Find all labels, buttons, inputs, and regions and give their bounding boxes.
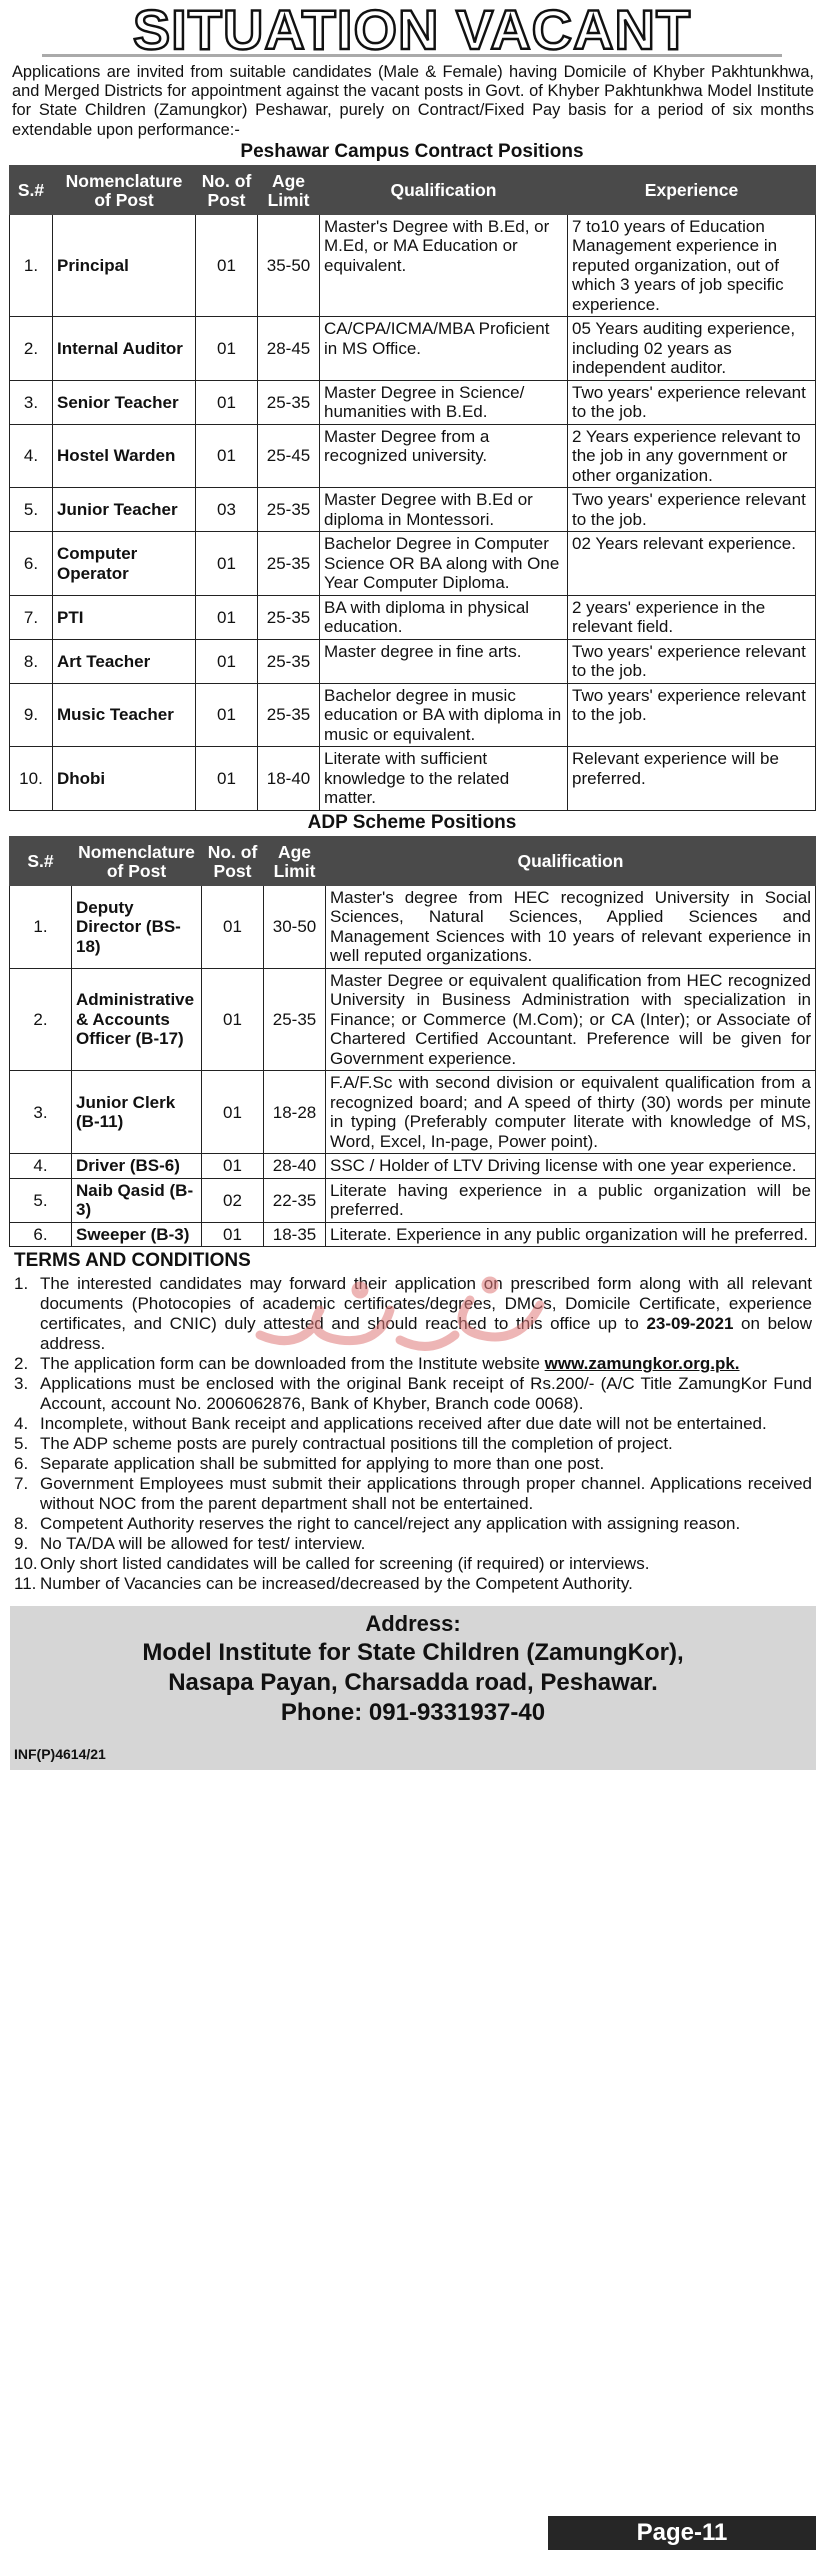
term-text-part: Only short listed candidates will be called for screening (if required) or interviews. (40, 1554, 650, 1574)
post-name-cell: Junior Clerk (B-11) (72, 1071, 202, 1154)
table-row (10, 214, 816, 317)
term-item (14, 1434, 812, 1454)
term-item (14, 1414, 812, 1434)
address-phone: Phone: 091-9331937-40 (280, 1699, 546, 1727)
post-count-cell: 01 (202, 1071, 264, 1154)
term-text-part: Competent Authority reserves the right to cancel/reject any application with assigning reason. (40, 1514, 741, 1534)
post-count-cell: 01 (196, 595, 258, 639)
term-item (14, 1274, 812, 1354)
post-count-cell: 01 (196, 747, 258, 811)
post-name-cell: Senior Teacher (53, 380, 196, 424)
deadline-date: 23-09-2021 (646, 1314, 734, 1334)
term-text-part: The application form can be downloaded from the Institute website (40, 1354, 545, 1374)
header-qualification: Qualification (320, 165, 568, 214)
experience-cell: Two years' experience relevant to the job. (568, 488, 816, 532)
table-row (10, 424, 816, 488)
qualification-cell: SSC / Holder of LTV Driving license with one year experience. (326, 1154, 816, 1179)
serial-cell: 3. (10, 1071, 72, 1154)
experience-cell: Two years' experience relevant to the job. (568, 639, 816, 683)
qualification-cell: Master Degree with B.Ed or diploma in Montessori. (320, 488, 568, 532)
age-limit-cell: 28-40 (264, 1154, 326, 1179)
post-name-cell: Administrative & Accounts Officer (B-17) (72, 968, 202, 1071)
serial-cell: 4. (10, 424, 53, 488)
advertisement-page (6, 0, 818, 1770)
header-age: Age Limit (258, 165, 320, 214)
header-post: Nomenclature of Post (53, 165, 196, 214)
header-qualification: Qualification (326, 836, 816, 885)
post-name-cell: Sweeper (B-3) (72, 1222, 202, 1247)
header-age: Age Limit (264, 836, 326, 885)
age-limit-cell: 25-35 (258, 639, 320, 683)
post-count-cell: 01 (196, 683, 258, 747)
table-row (10, 639, 816, 683)
term-number: 7. (14, 1474, 29, 1494)
term-text-part: The ADP scheme posts are purely contractual positions till the completion of project. (40, 1434, 673, 1454)
term-number: 3. (14, 1374, 29, 1394)
table-row (10, 885, 816, 968)
experience-cell: Two years' experience relevant to the job. (568, 380, 816, 424)
address-label: Address: (365, 1611, 461, 1637)
term-item (14, 1574, 812, 1594)
term-number: 9. (14, 1534, 29, 1554)
header-post: Nomenclature of Post (72, 836, 202, 885)
term-text (40, 1474, 812, 1514)
age-limit-cell: 25-35 (258, 532, 320, 596)
experience-cell: 05 Years auditing experience, including 02 years as independent auditor. (568, 317, 816, 381)
post-count-cell: 02 (202, 1178, 264, 1222)
experience-cell: 02 Years relevant experience. (568, 532, 816, 596)
serial-cell: 8. (10, 639, 53, 683)
qualification-cell: Master Degree from a recognized university. (320, 424, 568, 488)
serial-cell: 5. (10, 488, 53, 532)
age-limit-cell: 25-35 (258, 683, 320, 747)
term-number: 10. (14, 1554, 38, 1574)
experience-cell: 2 Years experience relevant to the job in any government or other organization. (568, 424, 816, 488)
header-experience: Experience (568, 165, 816, 214)
table-header-row (10, 836, 816, 885)
term-text-part: Applications must be enclosed with the original Bank receipt of Rs.200/- (A/C Title ZamungKor Fund Account, account No. 2006062876, Bank of Khyber, Branch code 0068). (40, 1374, 812, 1414)
age-limit-cell: 25-35 (258, 488, 320, 532)
header-sn: S.# (10, 165, 53, 214)
serial-cell: 1. (10, 214, 53, 317)
post-name-cell: Art Teacher (53, 639, 196, 683)
header-count: No. of Post (196, 165, 258, 214)
address-block (10, 1606, 816, 1770)
address-line-1: Model Institute for State Children (ZamungKor), (142, 1639, 684, 1667)
table-row (10, 1071, 816, 1154)
qualification-cell: Bachelor Degree in Computer Science OR BA along with One Year Computer Diploma. (320, 532, 568, 596)
term-item (14, 1534, 812, 1554)
term-text (40, 1514, 812, 1534)
term-number: 5. (14, 1434, 29, 1454)
term-text (40, 1534, 812, 1554)
post-name-cell: PTI (53, 595, 196, 639)
post-count-cell: 03 (196, 488, 258, 532)
age-limit-cell: 22-35 (264, 1178, 326, 1222)
table-row (10, 488, 816, 532)
term-number: 6. (14, 1454, 29, 1474)
qualification-cell: Master's Degree with B.Ed, or M.Ed, or MA Education or equivalent. (320, 214, 568, 317)
age-limit-cell: 25-35 (258, 380, 320, 424)
term-text-part: on below address. (40, 1314, 813, 1354)
term-item (14, 1374, 812, 1414)
post-count-cell: 01 (202, 1154, 264, 1179)
serial-cell: 3. (10, 380, 53, 424)
table-header-row (10, 165, 816, 214)
page-number-tag: Page-11 (548, 2516, 816, 2550)
term-item (14, 1454, 812, 1474)
term-text (40, 1554, 812, 1574)
age-limit-cell: 18-35 (264, 1222, 326, 1247)
experience-cell: Two years' experience relevant to the job. (568, 683, 816, 747)
post-name-cell: Internal Auditor (53, 317, 196, 381)
table-row (10, 380, 816, 424)
experience-cell: 7 to10 years of Education Management experience in reputed organization, out of which 3 years of job specific experience. (568, 214, 816, 317)
table-row (10, 968, 816, 1071)
age-limit-cell: 18-28 (264, 1071, 326, 1154)
term-number: 1. (14, 1274, 29, 1294)
qualification-cell: Literate having experience in a public organization will be preferred. (326, 1178, 816, 1222)
term-number: 2. (14, 1354, 29, 1374)
term-number: 11. (14, 1574, 37, 1594)
term-text-part: No TA/DA will be allowed for test/ interview. (40, 1534, 366, 1554)
post-name-cell: Hostel Warden (53, 424, 196, 488)
term-text (40, 1414, 812, 1434)
age-limit-cell: 25-35 (264, 968, 326, 1071)
serial-cell: 4. (10, 1154, 72, 1179)
terms-list (14, 1274, 812, 1594)
post-count-cell: 01 (196, 317, 258, 381)
term-text (40, 1354, 812, 1374)
header-count: No. of Post (202, 836, 264, 885)
serial-cell: 1. (10, 885, 72, 968)
age-limit-cell: 30-50 (264, 885, 326, 968)
term-item (14, 1514, 812, 1534)
serial-cell: 6. (10, 1222, 72, 1247)
term-text-part: Separate application shall be submitted for applying to more than one post. (40, 1454, 605, 1474)
term-text (40, 1434, 812, 1454)
term-text (40, 1574, 812, 1594)
page-title: SITUATION VACANT (42, 0, 782, 57)
term-text-part: The interested candidates may forward their application on prescribed form along with all relevant documents (Photocopies of academic certificates/degrees, DMCs, Domicile Certificate, experience certificates, and CNIC) duly attested and should reached to this office up to (40, 1274, 812, 1334)
serial-cell: 9. (10, 683, 53, 747)
post-count-cell: 01 (196, 214, 258, 317)
term-item (14, 1474, 812, 1514)
post-name-cell: Naib Qasid (B-3) (72, 1178, 202, 1222)
age-limit-cell: 28-45 (258, 317, 320, 381)
term-text-part: Government Employees must submit their applications through proper channel. Applications received without NOC from the parent department shall not be entertained. (40, 1474, 812, 1514)
campus-positions-table (9, 165, 816, 811)
website-link[interactable]: www.zamungkor.org.pk. (544, 1354, 740, 1374)
age-limit-cell: 18-40 (258, 747, 320, 811)
post-name-cell: Music Teacher (53, 683, 196, 747)
header-sn: S.# (10, 836, 72, 885)
table-row (10, 683, 816, 747)
qualification-cell: Bachelor degree in music education or BA with diploma in music or equivalent. (320, 683, 568, 747)
age-limit-cell: 25-35 (258, 595, 320, 639)
post-count-cell: 01 (196, 639, 258, 683)
post-count-cell: 01 (202, 885, 264, 968)
post-count-cell: 01 (202, 968, 264, 1071)
post-name-cell: Principal (53, 214, 196, 317)
serial-cell: 2. (10, 317, 53, 381)
post-count-cell: 01 (196, 424, 258, 488)
term-item (14, 1554, 812, 1574)
age-limit-cell: 25-45 (258, 424, 320, 488)
terms-title: TERMS AND CONDITIONS (14, 1250, 251, 1272)
table-row (10, 532, 816, 596)
qualification-cell: Literate. Experience in any public organization will he preferred. (326, 1222, 816, 1247)
post-name-cell: Junior Teacher (53, 488, 196, 532)
adp-section-title: ADP Scheme Positions (307, 811, 517, 833)
table-row (10, 317, 816, 381)
table-row (10, 1154, 816, 1179)
term-text (40, 1274, 812, 1354)
qualification-cell: Master's degree from HEC recognized University in Social Sciences, Natural Sciences, Applied Sciences and Management Sciences with 10 years of relevant experience in well reputed organizations. (326, 885, 816, 968)
term-number: 4. (14, 1414, 29, 1434)
address-line-2: Nasapa Payan, Charsadda road, Peshawar. (168, 1669, 658, 1697)
term-text (40, 1374, 812, 1414)
table-row (10, 1222, 816, 1247)
qualification-cell: Literate with sufficient knowledge to the related matter. (320, 747, 568, 811)
serial-cell: 5. (10, 1178, 72, 1222)
post-count-cell: 01 (202, 1222, 264, 1247)
term-text-part: Incomplete, without Bank receipt and applications received after due date will not be entertained. (40, 1414, 767, 1434)
post-name-cell: Dhobi (53, 747, 196, 811)
campus-section-title: Peshawar Campus Contract Positions (240, 140, 584, 162)
post-count-cell: 01 (196, 532, 258, 596)
term-number: 8. (14, 1514, 29, 1534)
intro-paragraph: Applications are invited from suitable candidates (Male & Female) having Domicile of Khyber Pakhtunkhwa, and Merged Districts for appointment against the vacant posts in Govt. of Khyber Pakhtunkhwa Model Institute for State Children (Zamungkor) Peshawar, purely on Contract/Fixed Pay basis for a period of six months extendable upon performance:- (12, 63, 814, 139)
table-row (10, 595, 816, 639)
reference-number: INF(P)4614/21 (14, 1746, 106, 1763)
term-text (40, 1454, 812, 1474)
qualification-cell: Master Degree in Science/ humanities with B.Ed. (320, 380, 568, 424)
serial-cell: 6. (10, 532, 53, 596)
table-row (10, 747, 816, 811)
term-text-part: Number of Vacancies can be increased/decreased by the Competent Authority. (40, 1574, 633, 1594)
serial-cell: 7. (10, 595, 53, 639)
serial-cell: 10. (10, 747, 53, 811)
post-name-cell: Driver (BS-6) (72, 1154, 202, 1179)
age-limit-cell: 35-50 (258, 214, 320, 317)
qualification-cell: Master Degree or equivalent qualification from HEC recognized University in Business Administration with specialization in Finance; or Commerce (M.Com); or CA (Inter); or Associate of Chartered Certified Accountant. Preference will be given for Government experience. (326, 968, 816, 1071)
serial-cell: 2. (10, 968, 72, 1071)
experience-cell: Relevant experience will be preferred. (568, 747, 816, 811)
table-row (10, 1178, 816, 1222)
post-count-cell: 01 (196, 380, 258, 424)
adp-positions-table (9, 836, 816, 1248)
qualification-cell: CA/CPA/ICMA/MBA Proficient in MS Office. (320, 317, 568, 381)
post-name-cell: Deputy Director (BS-18) (72, 885, 202, 968)
qualification-cell: F.A/F.Sc with second division or equivalent qualification from a recognized board; and A speed of thirty (30) words per minute in typing (Preferably computer literate with knowledge of MS, Word, Excel, In-page, Power point). (326, 1071, 816, 1154)
qualification-cell: BA with diploma in physical education. (320, 595, 568, 639)
post-name-cell: Computer Operator (53, 532, 196, 596)
experience-cell: 2 years' experience in the relevant field. (568, 595, 816, 639)
qualification-cell: Master degree in fine arts. (320, 639, 568, 683)
term-item (14, 1354, 812, 1374)
